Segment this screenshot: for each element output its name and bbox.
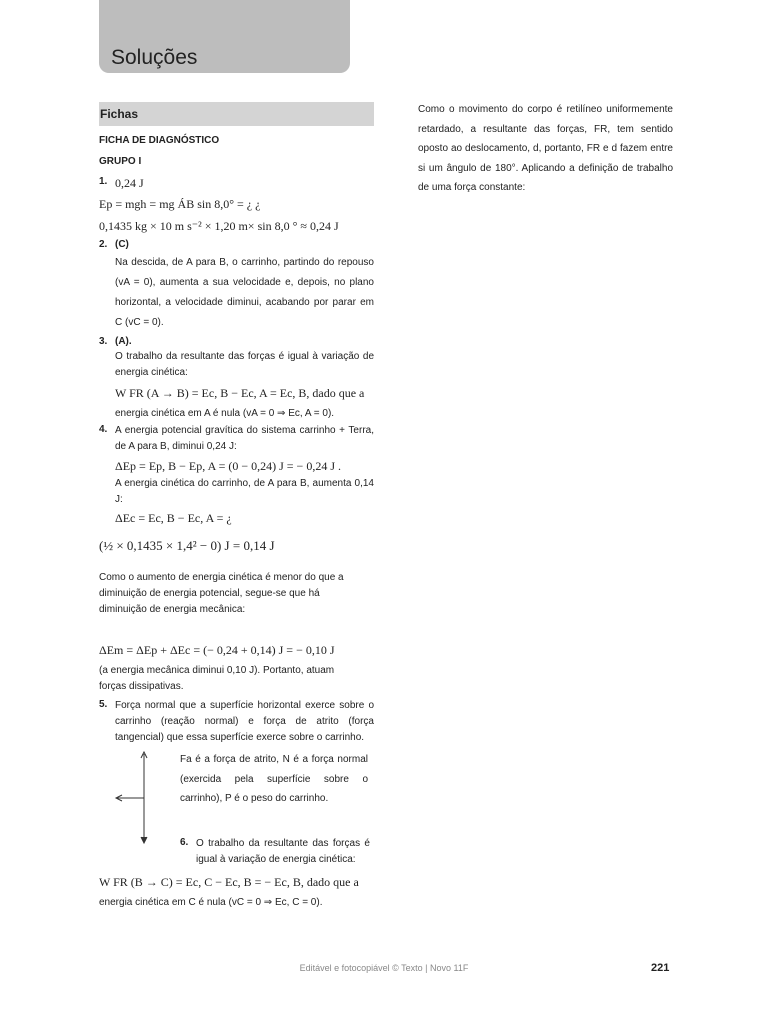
question-text: Na descida, de A para B, o carrinho, partindo do repouso (vA = 0), aumenta a sua velocidade e, depois, no plano horizontal, a velocidade diminui, acabando por parar em C (vC = 0). <box>115 256 374 328</box>
header-tab <box>99 0 350 73</box>
page-number: 221 <box>651 962 670 974</box>
question-text: (a energia mecânica diminui 0,10 J). Portanto, atuam forças dissipativas. <box>99 665 335 693</box>
question-2 <box>99 238 374 333</box>
question-text: energia cinética em A é nula (vA = 0 ⇒ Ec, A = 0). <box>115 407 335 419</box>
equation: Ep = mgh = mg ÁB sin 8,0° = ¿ ¿ <box>99 196 261 211</box>
section-subtitle: FICHA DE DIAGNÓSTICO <box>99 135 220 146</box>
equation: W FR (B → C) = Ec, C − Ec, B = − Ec, B, dado que a <box>99 875 359 890</box>
page-title: Soluções <box>111 46 198 69</box>
question-number: 3. <box>99 335 108 347</box>
question-5 <box>99 698 374 746</box>
question-4 <box>99 423 374 527</box>
question-text: energia cinética em C é nula (vC = 0 ⇒ Ec, C = 0). <box>99 896 323 908</box>
equation: ΔEm = ΔEp + ΔEc = (− 0,24 + 0,14) J = − 0,10 J <box>99 642 335 657</box>
question-text: Como o aumento de energia cinética é menor do que a diminuição de energia potencial, segue-se que há diminuição de energia mecânica: <box>99 571 344 615</box>
question-3 <box>99 335 374 421</box>
question-text: Força normal que a superfície horizontal exerce sobre o carrinho (reação normal) e força de atrito (força tangencial) que essa superfície exerce sobre o carrinho. <box>115 700 374 744</box>
weight-arrowhead <box>141 837 147 843</box>
equation: (½ × 0,1435 × 1,4² − 0) J = 0,14 J <box>99 537 275 553</box>
question-number: 6. <box>180 837 189 849</box>
question-number: 2. <box>99 239 108 251</box>
right-column <box>418 100 673 198</box>
force-description: Fa é a força de atrito, N é a força normal (exercida pela superfície sobre o carrinho), P é o peso do carrinho. <box>180 754 368 805</box>
answer: (C) <box>115 239 129 251</box>
equation: ΔEp = Ep, B − Ep, A = (0 − 0,24) J = − 0,24 J . <box>115 459 341 474</box>
force-diagram-block <box>99 750 374 850</box>
question-text: A energia potencial gravítica do sistema carrinho + Terra, de A para B, diminui 0,24 J: <box>115 425 374 453</box>
question-6 <box>180 836 370 868</box>
paragraph: Como o movimento do corpo é retilíneo uniformemente retardado, a resultante das forças, FR, tem sentido oposto ao deslocamento, d, portanto, FR e d fazem entre si um ângulo de 180°. Aplicando a definição de trabalho de uma força constante: <box>418 104 673 193</box>
question-1 <box>99 175 374 193</box>
answer: (A). <box>115 335 132 347</box>
left-column <box>99 102 374 910</box>
answer: 0,24 J <box>115 176 144 190</box>
question-text: O trabalho da resultante das forças é igual à variação de energia cinética: <box>115 351 374 379</box>
equation: 0,1435 kg × 10 m s⁻² × 1,20 m× sin 8,0 ° ≈ 0,24 J <box>99 218 339 233</box>
question-number: 4. <box>99 424 108 436</box>
footer-text: Editável e fotocopiável © Texto | Novo 11F <box>299 963 469 973</box>
question-text: A energia cinética do carrinho, de A para B, aumenta 0,14 J: <box>115 477 374 505</box>
question-number: 1. <box>99 176 108 187</box>
section-bar: Fichas <box>99 102 374 126</box>
question-number: 5. <box>99 699 108 711</box>
question-text: O trabalho da resultante das forças é igual à variação de energia cinética: <box>196 838 370 866</box>
force-diagram <box>114 750 184 846</box>
group-title: GRUPO I <box>99 155 142 167</box>
equation: W FR (A → B) = Ec, B − Ec, A = Ec, B, dado que a <box>115 386 365 401</box>
equation: ΔEc = Ec, B − Ec, A = ¿ <box>115 510 232 525</box>
